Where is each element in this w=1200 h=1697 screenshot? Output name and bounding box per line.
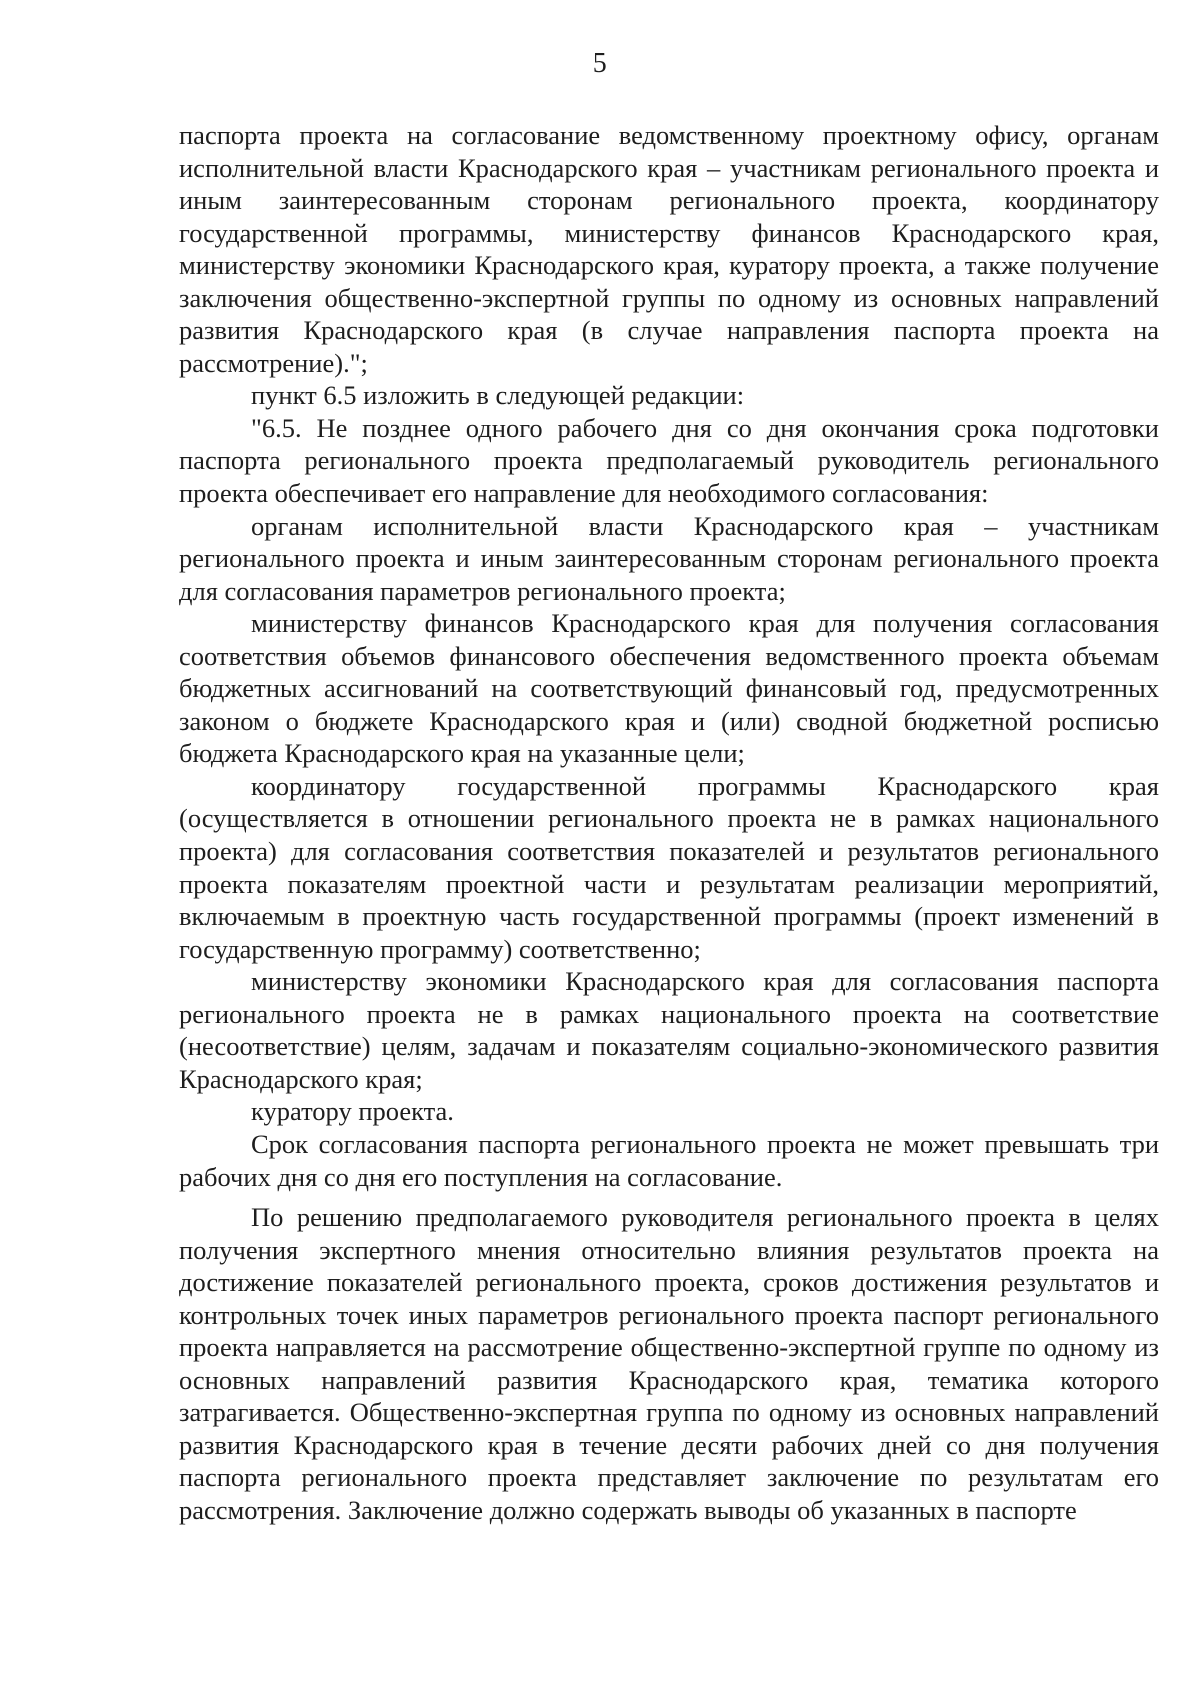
paragraph-list-item: куратору проекта.	[251, 1096, 454, 1127]
page-number: 5	[592, 48, 608, 79]
paragraph-list-item: органам исполнительной власти Краснодарского края – участникам регионального проекта и иным заинтересованным сторонам регионального проекта для согласования параметров регионального проекта;	[179, 510, 1159, 606]
paragraph-amendment-instruction: пункт 6.5 изложить в следующей редакции:	[251, 380, 745, 411]
paragraph-list-item: координатору государственной программы Краснодарского края (осуществляется в отношении регионального проекта не в рамках национального проекта) для согласования соответствия показателей и результатов регионального проекта показателям проектной части и результатам реализации мероприятий, включаемым в проектную часть государственной программы (проект изменений в государственную программу) соответственно;	[179, 770, 1159, 964]
paragraph-list-item: министерству экономики Краснодарского края для согласования паспорта регионального проекта не в рамках национального проекта на соответствие (несоответствие) целям, задачам и показателям социально-экономического развития Краснодарского края;	[179, 966, 1159, 1094]
document-body	[179, 119, 1159, 1527]
paragraph-expert-review: По решению предполагаемого руководителя регионального проекта в целях получения экспертного мнения относительно влияния результатов проекта на достижение показателей регионального проекта, сроков достижения результатов и контрольных точек иных параметров регионального проекта паспорт регионального проекта направляется на рассмотрение общественно-экспертной группе по одному из основных направлений развития Краснодарского края, тематика которого затрагивается. Общественно-экспертная группа по одному из основных направлений развития Краснодарского края в течение десяти рабочих дней со дня получения паспорта регионального проекта представляет заключение по результатам его рассмотрения. Заключение должно содержать выводы об указанных в паспорте	[179, 1202, 1159, 1525]
paragraph-clause-6-5: "6.5. Не позднее одного рабочего дня со дня окончания срока подготовки паспорта регионального проекта предполагаемый руководитель регионального проекта обеспечивает его направление для необходимого согласования:	[179, 412, 1159, 509]
paragraph-approval-term: Срок согласования паспорта регионального проекта не может превышать три рабочих дня со дня его поступления на согласование.	[179, 1128, 1159, 1192]
paragraph-continuation: паспорта проекта на согласование ведомственному проектному офису, органам исполнительной власти Краснодарского края – участникам регионального проекта и иным заинтересованным сторонам регионального проекта, координатору государственной программы, министерству финансов Краснодарского края, министерству экономики Краснодарского края, куратору проекта, а также получение заключения общественно-экспертной группы по одному из основных направлений развития Краснодарского края (в случае направления паспорта проекта на рассмотрение).";	[179, 120, 1159, 378]
paragraph-list-item: министерству финансов Краснодарского края для получения согласования соответствия объемов финансового обеспечения ведомственного проекта объемам бюджетных ассигнований на соответствующий финансовый год, предусмотренных законом о бюджете Краснодарского края и (или) сводной бюджетной росписью бюджета Краснодарского края на указанные цели;	[179, 608, 1159, 769]
